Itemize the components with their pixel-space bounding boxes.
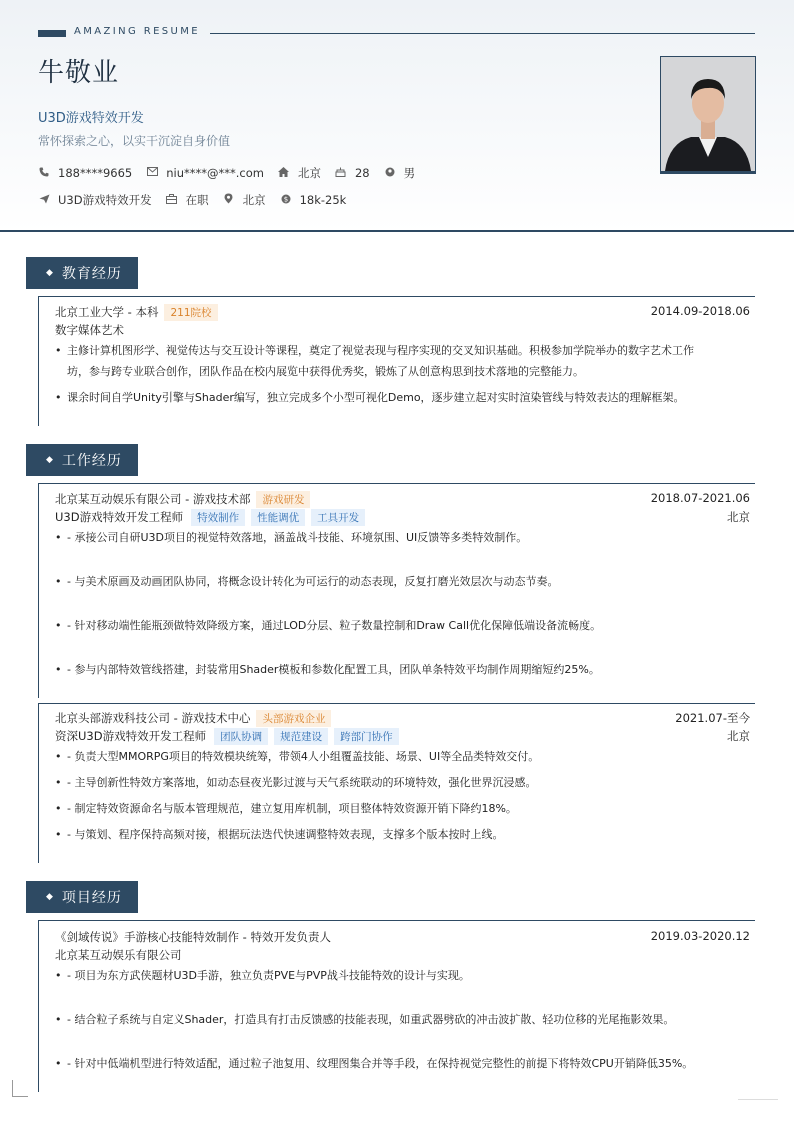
section-divider <box>38 296 755 297</box>
job-date: 2021.07-至今 <box>675 711 750 725</box>
contact-row <box>38 165 415 181</box>
role-name: 资深U3D游戏特效开发工程师 <box>55 729 207 743</box>
role-line <box>55 728 399 745</box>
list-item: • 课余时间自学Unity引擎与Shader编写，独立完成多个小型可视化Demo，逐步建立起对实时渲染管线与特效表达的理解框架。 <box>55 391 685 404</box>
list-item: • 主修计算机图形学、视觉传达与交互设计等课程，奠定了视觉表现与程序实现的交叉知识基础。积极参加学院举办的数字艺术工作 <box>55 344 694 357</box>
company-tag: 游戏研发 <box>256 491 310 508</box>
page-corner-mark <box>12 1080 13 1096</box>
list-item: • - 针对中低端机型进行特效适配，通过粒子池复用、纹理图集合并等手段，在保持视觉完整性的前提下将特效CPU开销降低35%。 <box>55 1057 694 1070</box>
list-item: • - 参与内部特效管线搭建，封装常用Shader模板和参数化配置工具，团队单条特效平均制作周期缩短约25%。 <box>55 663 600 676</box>
gender-icon <box>384 167 396 180</box>
section-education-heading: ◆ 教育经历 <box>26 257 138 289</box>
role-tag: 工具开发 <box>311 509 365 526</box>
job-city: 北京 <box>727 510 750 524</box>
project-company: 北京某互动娱乐有限公司 <box>55 948 182 962</box>
home-icon <box>278 167 290 180</box>
phone-value: 188****9665 <box>58 166 133 180</box>
brand-rule <box>210 33 755 34</box>
section-divider <box>38 920 755 921</box>
header-divider <box>0 230 794 232</box>
gender-value: 男 <box>403 166 416 180</box>
list-item: • - 结合粒子系统与自定义Shader，打造具有打击反馈感的技能表现，如重武器劈砍的冲击波扩散、轻功位移的光尾拖影效果。 <box>55 1013 675 1026</box>
job-divider <box>38 703 755 704</box>
job-title: U3D游戏特效开发 <box>38 111 144 126</box>
page-corner-mark <box>738 1099 778 1100</box>
company-name: 北京某互动娱乐有限公司 - 游戏技术部 <box>55 492 251 506</box>
list-item: • - 与策划、程序保持高频对接，根据玩法迭代快速调整特效表现，支撑多个版本按时上线。 <box>55 828 504 841</box>
role-tag: 性能调优 <box>251 509 305 526</box>
svg-text:$: $ <box>283 195 288 203</box>
job-city: 北京 <box>727 729 750 743</box>
section-divider <box>38 483 755 484</box>
list-item: • - 制定特效资源命名与版本管理规范，建立复用库机制，项目整体特效资源开销下降约18%。 <box>55 802 517 815</box>
status-row <box>38 192 346 208</box>
company-line <box>55 710 331 727</box>
section-vline <box>38 296 39 426</box>
page-corner-mark <box>12 1096 28 1097</box>
school-line <box>55 304 218 321</box>
mail-icon <box>146 167 158 179</box>
employment-status-value: 在职 <box>185 193 209 207</box>
briefcase-icon <box>166 194 178 207</box>
email-value: niu****@***.com <box>166 166 264 180</box>
profile-photo <box>660 56 756 172</box>
role-tag: 团队协调 <box>214 728 268 745</box>
target-city-value: 北京 <box>242 193 266 207</box>
hometown-value: 北京 <box>297 166 321 180</box>
section-work-heading: ◆ 工作经历 <box>26 444 138 476</box>
brand-bar <box>38 30 66 37</box>
role-line <box>55 509 365 526</box>
age-value: 28 <box>354 166 370 180</box>
list-item: • - 负责大型MMORPG项目的特效模块统筹，带领4人小组覆盖技能、场景、UI等全品类特效交付。 <box>55 750 540 763</box>
company-tag: 头部游戏企业 <box>256 710 331 727</box>
list-item: • - 项目为东方武侠题材U3D手游，独立负责PVE与PVP战斗技能特效的设计与实现。 <box>55 969 470 982</box>
school-name: 北京工业大学 - 本科 <box>55 305 159 319</box>
project-date: 2019.03-2020.12 <box>650 929 750 943</box>
section-projects-heading: ◆ 项目经历 <box>26 881 138 913</box>
section-vline <box>38 920 39 1092</box>
section-vline <box>38 703 39 863</box>
motto: 常怀探索之心，以实干沉淀自身价值 <box>38 134 231 148</box>
list-item: 坊，参与跨专业联合创作，团队作品在校内展览中获得优秀奖，锻炼了从创意构思到技术落地的完整能力。 <box>67 365 584 378</box>
role-tag: 特效制作 <box>191 509 245 526</box>
list-item: • - 主导创新性特效方案落地，如动态昼夜光影过渡与天气系统联动的环境特效，强化世界沉浸感。 <box>55 776 537 789</box>
salary-value: 18k-25k <box>299 193 347 207</box>
send-icon <box>38 194 50 207</box>
diamond-icon: ◆ <box>46 268 54 278</box>
major: 数字媒体艺术 <box>55 323 124 337</box>
salary-icon <box>280 194 292 207</box>
education-date: 2014.09-2018.06 <box>650 304 750 318</box>
list-item: • - 承接公司自研U3D项目的视觉特效落地，涵盖战斗技能、环境氛围、UI反馈等多类特效制作。 <box>55 531 528 544</box>
job-date: 2018.07-2021.06 <box>650 491 750 505</box>
photo-underline <box>660 171 756 174</box>
company-name: 北京头部游戏科技公司 - 游戏技术中心 <box>55 711 251 725</box>
role-tag: 跨部门协作 <box>334 728 399 745</box>
role-name: U3D游戏特效开发工程师 <box>55 510 184 524</box>
location-icon <box>223 193 235 207</box>
section-vline <box>38 483 39 698</box>
list-item: • - 针对移动端性能瓶颈做特效降级方案，通过LOD分层、粒子数量控制和Draw Call优化保障低端设备流畅度。 <box>55 619 602 632</box>
role-tag: 规范建设 <box>274 728 328 745</box>
school-tag: 211院校 <box>164 304 217 321</box>
intended-job-value: U3D游戏特效开发 <box>58 193 152 207</box>
list-item: • - 与美术原画及动画团队协同，将概念设计转化为可运行的动态表现，反复打磨光效层次与动态节奏。 <box>55 575 559 588</box>
cake-icon <box>335 167 347 180</box>
candidate-name: 牛敬业 <box>38 58 120 88</box>
diamond-icon: ◆ <box>46 455 54 465</box>
company-line <box>55 491 310 508</box>
brand-text: AMAZING RESUME <box>74 26 200 37</box>
project-title: 《剑域传说》手游核心技能特效制作 - 特效开发负责人 <box>55 930 331 944</box>
phone-icon <box>38 167 50 180</box>
diamond-icon: ◆ <box>46 892 54 902</box>
